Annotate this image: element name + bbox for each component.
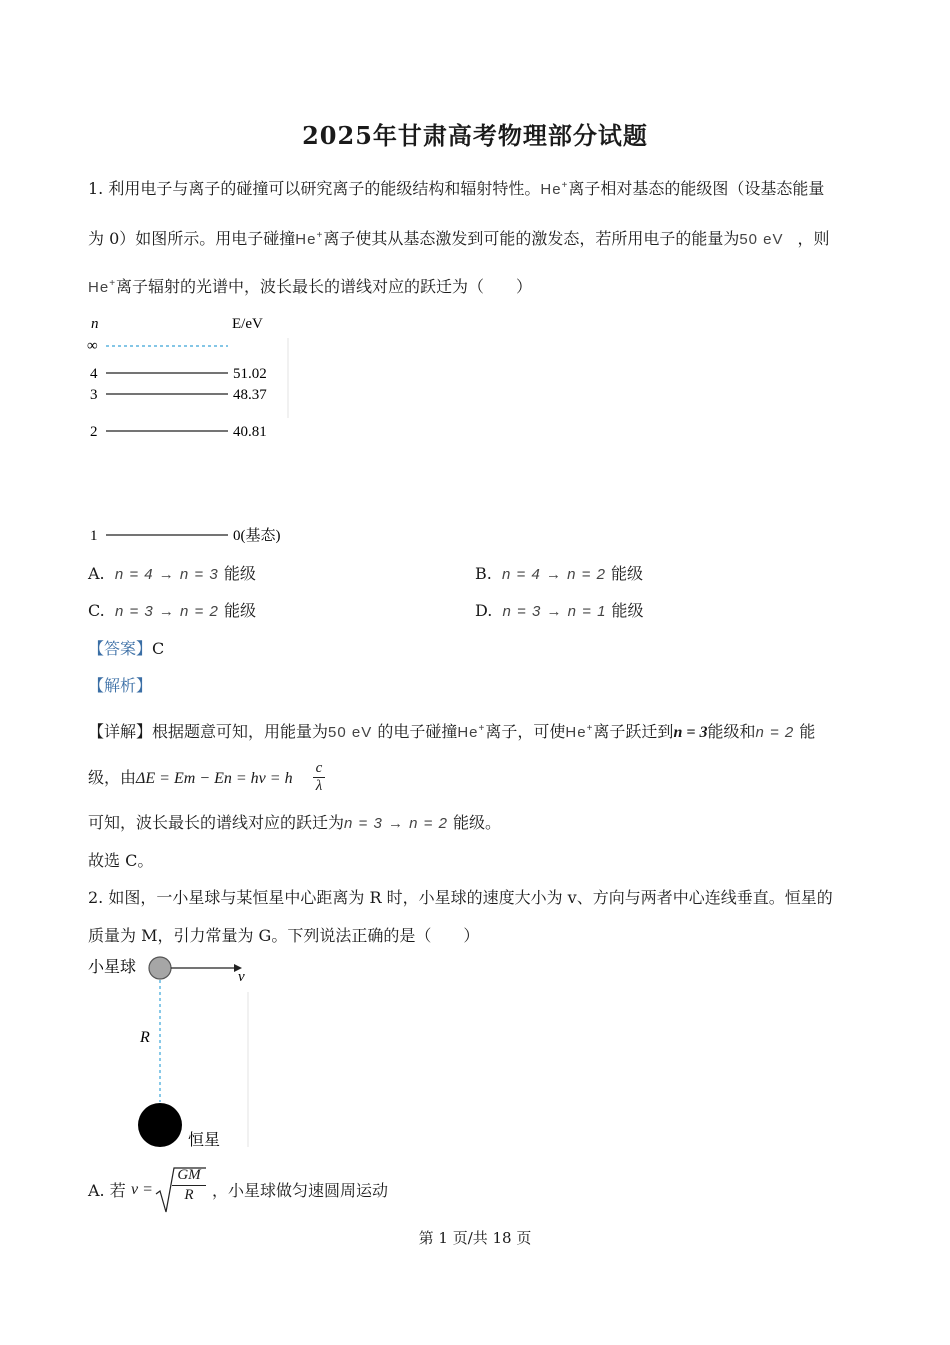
he-ion: He+ xyxy=(565,723,594,741)
level-1-n: 1 xyxy=(90,528,98,544)
energy-level-diagram xyxy=(82,308,302,556)
page-footer: 第 1 页/共 18 页 xyxy=(418,1229,532,1247)
q1-text-3: 离子辐射的光谱中，波长最长的谱线对应的跃迁为（ ） xyxy=(116,277,533,296)
q1-line-1 xyxy=(88,176,824,200)
page-title: 2025年甘肃高考物理部分试题 xyxy=(302,121,648,150)
q2-option-a-text: ，小星球做匀速圆周运动 xyxy=(212,1181,389,1200)
answer-line xyxy=(88,639,164,659)
planet-circle xyxy=(149,957,171,979)
orbit-figure xyxy=(84,952,254,1152)
he-ion: He+ xyxy=(457,723,486,741)
q2-option-a-label: A. 若 xyxy=(88,1181,126,1200)
star-label: 恒星 xyxy=(188,1130,221,1149)
wavelength-fraction: c λ xyxy=(313,760,325,795)
option-d: D. n = 3 → n = 1 能级 xyxy=(475,601,644,620)
infinity-label: ∞ xyxy=(87,338,98,354)
detail-tag: 【详解】 xyxy=(88,722,153,741)
detail-line-2: 级，由ΔE = Em − En = hν = h xyxy=(88,768,293,787)
q2-line-2: 质量为 M，引力常量为 G。下列说法正确的是（ ） xyxy=(88,926,480,945)
analysis-tag: 【解析】 xyxy=(88,676,153,695)
e-axis-label: E/eV xyxy=(232,316,263,332)
q1-line-2 xyxy=(88,226,830,250)
q2-option-a-v: v = xyxy=(131,1181,153,1198)
q1-line-3 xyxy=(88,274,532,298)
level-4-n: 4 xyxy=(90,366,98,382)
detail-line-1: 【详解】根据题意可知，用能量为50 eV 的电子碰撞He+离子，可使He+离子跃迁到n = 3能级和n = 2 能 xyxy=(88,722,816,741)
answer-value: C xyxy=(152,639,165,658)
distance-label: R xyxy=(140,1029,150,1046)
level-3-n: 3 xyxy=(90,387,98,403)
option-b: B. n = 4 → n = 2 能级 xyxy=(475,564,644,583)
energy-formula: ΔE = Em − En = hν = h xyxy=(136,770,293,787)
q2-option-a-fraction: GM R xyxy=(172,1166,206,1205)
q1-text-2b: 离子使其从基态激发到可能的激发态，若所用电子的能量为 xyxy=(323,229,740,248)
n-axis-label: n xyxy=(91,316,99,332)
level-1-energy: 0(基态) xyxy=(233,528,281,544)
answer-tag: 【答案】 xyxy=(88,639,153,658)
detail-line-3: 可知，波长最长的谱线对应的跃迁为n = 3 → n = 2 能级。 xyxy=(88,813,502,832)
level-2-n: 2 xyxy=(90,424,98,440)
electron-energy: 50 eV xyxy=(739,231,784,248)
option-a: A. n = 4 → n = 3 能级 xyxy=(88,564,256,583)
q1-intro-b: 离子相对基态的能级图（设基态能量 xyxy=(568,179,825,198)
level-4-energy: 51.02 xyxy=(233,366,267,382)
q2-line-1: 2. 如图，一小星球与某恒星中心距离为 R 时，小星球的速度大小为 v、方向与两者中心连线垂直。恒星的 xyxy=(88,888,833,907)
he-ion: He+ xyxy=(295,230,324,248)
option-c: C. n = 3 → n = 2 能级 xyxy=(88,601,256,620)
q1-text-2a: 为 0）如图所示。用电子碰撞 xyxy=(88,229,296,248)
planet-label: 小星球 xyxy=(88,957,137,976)
velocity-label: v xyxy=(238,969,245,985)
he-ion: He+ xyxy=(88,278,117,296)
star-circle xyxy=(138,1103,182,1147)
he-ion: He+ xyxy=(540,180,569,198)
detail-line-4: 故选 C。 xyxy=(88,851,154,870)
level-3-energy: 48.37 xyxy=(233,387,267,403)
level-2-energy: 40.81 xyxy=(233,424,267,440)
q1-text-2c: ，则 xyxy=(797,229,830,248)
q1-intro: 1. 利用电子与离子的碰撞可以研究离子的能级结构和辐射特性。 xyxy=(88,179,541,198)
